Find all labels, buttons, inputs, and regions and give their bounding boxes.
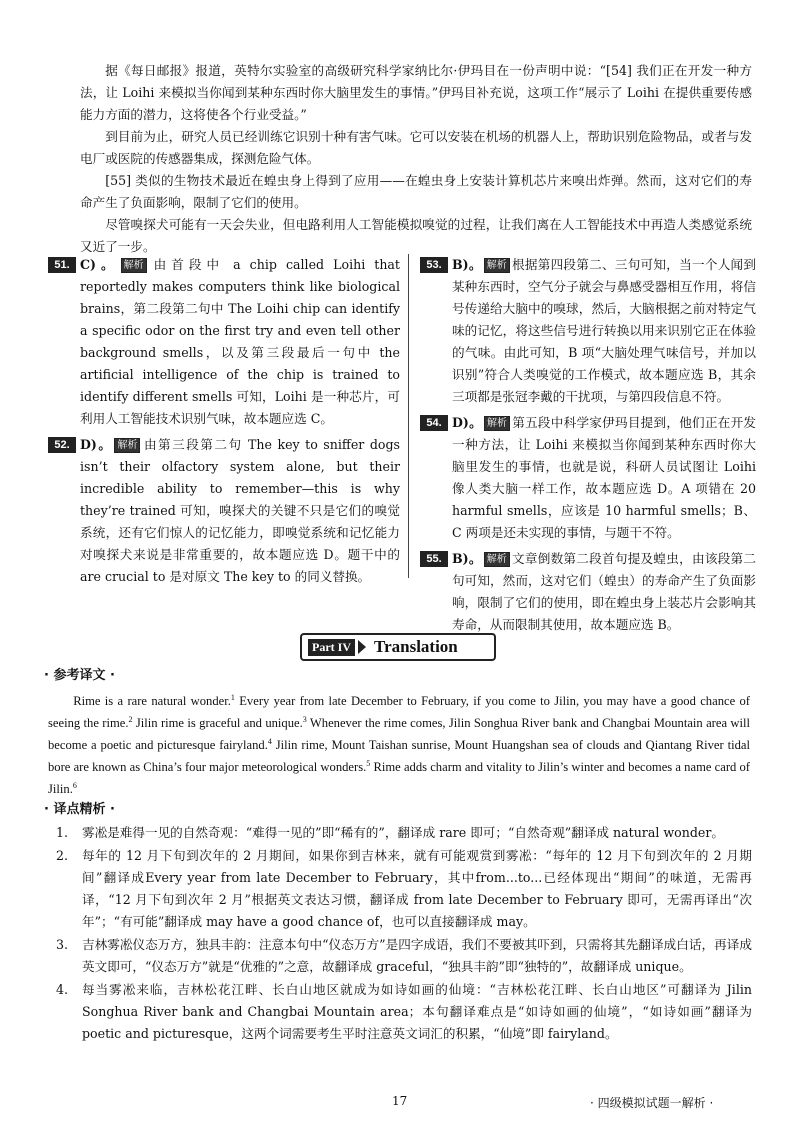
- reference-heading: · 参考译文 ·: [44, 668, 115, 683]
- item-text: 每年的 12 月下旬到次年的 2 月期间，如果你到吉林来，就有可能观赏到雾凇：“每年的 12 月下旬到次年的 2 月期间”翻译成Every year from late December to February，其中from...to...已经体现出“期间”的味道，无需再译，“12 月下旬到次年 2 月”根据英文表达习惯，翻译成 from late December to February 即可，无需再译出“次年”；“有可能”翻译成 may have a good chance of，也可以直接翻译成 may。: [82, 848, 752, 929]
- answer-53: [420, 254, 756, 408]
- reference-sentence: Jilin rime is graceful and unique.: [135, 716, 303, 730]
- analysis-tag: 解析: [484, 552, 510, 567]
- page-number: 17: [392, 1094, 408, 1108]
- answers-left-column: [48, 254, 400, 592]
- reference-translation: [48, 690, 750, 800]
- part-title: Translation: [374, 637, 458, 656]
- passage-paragraph-1: 据《每日邮报》报道，英特尔实验室的高级研究科学家纳比尔·伊玛目在一份声明中说：“[54] 我们正在开发一种方法，让 Loihi 来模拟当你闻到某种东西时你大脑里发生的事情。”伊玛目补充说，这项工作“展示了 Loihi 在提供重要传感能力方面的潜力，这将使各个行业受益。”: [80, 63, 752, 122]
- analysis-item: [56, 822, 752, 844]
- answer-choice: B)。: [452, 257, 482, 272]
- item-number: 4.: [56, 982, 69, 997]
- analysis-tag: 解析: [484, 258, 510, 273]
- analysis-tag: 解析: [484, 416, 510, 431]
- footer-title: · 四级模拟试题一解析 ·: [590, 1096, 714, 1110]
- answer-choice: D)。: [80, 437, 113, 452]
- sentence-mark: 5: [366, 758, 371, 768]
- item-number: 1.: [56, 825, 69, 840]
- analysis-item: [56, 934, 752, 978]
- answer-52: [48, 434, 400, 588]
- answer-choice: C)。: [80, 257, 119, 272]
- question-number-badge: 54.: [420, 415, 448, 431]
- sentence-mark: 1: [230, 692, 235, 702]
- analysis-tag: 解析: [121, 258, 147, 273]
- part-heading: [300, 633, 496, 661]
- answer-54: [420, 412, 756, 544]
- question-number-badge: 53.: [420, 257, 448, 273]
- answer-explanation: 第五段中科学家伊玛目提到，他们正在开发一种方法，让 Loihi 来模拟当你闻到某种东西时你大脑里发生的事情，也就是说，科研人员试图让 Loihi 像人类大脑一样工作，故本题应选 D。A 项错在 20 harmful smells，应该是 10 harmful smells；B、C 两项是还未实现的事情，与题干不符。: [452, 415, 757, 540]
- item-number: 2.: [56, 848, 69, 863]
- analysis-list: [56, 822, 752, 1046]
- answer-choice: B)。: [452, 551, 482, 566]
- item-number: 3.: [56, 937, 69, 952]
- item-text: 雾凇是难得一见的自然奇观：“难得一见的”即“稀有的”，翻译成 rare 即可；“自然奇观”翻译成 natural wonder。: [82, 825, 724, 840]
- answer-explanation: 根据第四段第二、三句可知，当一个人闻到某种东西时，空气分子就会与鼻感受器相互作用，将信号传递给大脑中的嗅球，然后，大脑根据之前对特定气味的记忆，将这些信号进行转换以用来识别它正在体验的气味。由此可知，B 项“大脑处理气味信号，并加以识别”符合人类嗅觉的工作模式，故本题应选 B，其余三项都是张冠李戴的干扰项，与第四段信息不符。: [452, 257, 757, 404]
- answer-choice: D)。: [452, 415, 482, 430]
- item-text: 吉林雾凇仪态万方，独具丰韵：注意本句中“仪态万方”是四字成语，我们不要被其吓到，只需将其先翻译成白话，再译成英文即可，“仪态万方”就是“优雅的”之意，故翻译成 graceful，“独具丰韵”即“独特的”，故翻译成 unique。: [82, 937, 752, 974]
- reference-sentence: Rime adds charm and vitality to Jilin’s winter and becomes a name card of Jilin.: [48, 760, 750, 796]
- question-number-badge: 51.: [48, 257, 76, 273]
- question-number-badge: 55.: [420, 551, 448, 567]
- analysis-item: [56, 979, 752, 1045]
- answer-explanation: 文章倒数第二段首句提及蝗虫，由该段第二句可知，然而，这对它们（蝗虫）的寿命产生了负面影响，限制了它们的使用，即在蝗虫身上装芯片会影响其寿命，从而限制其使用，故本题应选 B。: [452, 551, 757, 632]
- passage-paragraph-3: [55] 类似的生物技术最近在蝗虫身上得到了应用——在蝗虫身上安装计算机芯片来嗅出炸弹。然而，这对它们的寿命产生了负面影响，限制了它们的使用。: [80, 173, 752, 210]
- reference-sentence: Whenever the rime comes, Jilin Songhua River bank and Changbai Mountain area will become a poetic and picturesque fairyland.: [48, 716, 750, 752]
- sentence-mark: 4: [267, 736, 272, 746]
- answer-51: [48, 254, 400, 430]
- passage-paragraph-2: 到目前为止，研究人员已经训练它识别十种有害气味。它可以安装在机场的机器人上，帮助识别危险物品，或者与发电厂或医院的传感器集成，探测危险气体。: [80, 129, 752, 166]
- part-label: Part IV: [308, 639, 355, 656]
- reference-sentence: Every year from late December to February, if you come to Jilin, you may have a good chance of seeing the rime.: [48, 694, 750, 730]
- column-divider: [408, 254, 409, 578]
- sentence-mark: 2: [128, 714, 133, 724]
- question-number-badge: 52.: [48, 437, 76, 453]
- analysis-tag: 解析: [114, 438, 140, 453]
- reference-sentence: Rime is a rare natural wonder.: [73, 694, 231, 708]
- sentence-mark: 6: [72, 780, 77, 790]
- passage-paragraph-4: 尽管嗅探犬可能有一天会失业，但电路利用人工智能模拟嗅觉的过程，让我们离在人工智能技术中再造人类感觉系统又近了一步。: [80, 217, 752, 254]
- analysis-item: [56, 845, 752, 933]
- analysis-heading: · 译点精析 ·: [44, 802, 115, 817]
- answer-55: [420, 548, 756, 636]
- sentence-mark: 3: [302, 714, 307, 724]
- reference-sentence: Jilin rime, Mount Taishan sunrise, Mount Huangshan sea of clouds and Qiantang River tidal bore are known as China’s four major meteorological wonders.: [48, 738, 750, 774]
- play-arrow-icon: [358, 640, 366, 654]
- answers-right-column: [420, 254, 756, 640]
- answer-explanation: 由首段中 a chip called Loihi that reportedly makes computers think like biological brains，第二段第二句中 The Loihi chip can identify a specific odor on the first try and even tell other background smells，以及第三段最后一句中 the artificial intelligence of the chip is trained to identify different smells 可知，Loihi 是一种芯片，可利用人工智能技术识别气味，故本题应选 C。: [80, 257, 400, 426]
- item-text: 每当雾凇来临，吉林松花江畔、长白山地区就成为如诗如画的仙境：“吉林松花江畔、长白山地区”可翻译为 Jilin Songhua River bank and Changbai Mountain area；本句翻译难点是“如诗如画的仙境”，“如诗如画”翻译为 poetic and picturesque，这两个词需要考生平时注意英文词汇的积累，“仙境”即 fairyland。: [82, 982, 752, 1041]
- answer-explanation: 由第三段第二句 The key to sniffer dogs isn’t their olfactory system alone, but their incredible ability to remember—this is why they’re trained 可知，嗅探犬的关键不只是它们的嗅觉系统，还有它们惊人的记忆能力，即嗅觉系统和记忆能力对嗅探犬来说是非常重要的，故本题应选 D。题干中的 are crucial to 是对原文 The key to 的同义替换。: [80, 437, 400, 584]
